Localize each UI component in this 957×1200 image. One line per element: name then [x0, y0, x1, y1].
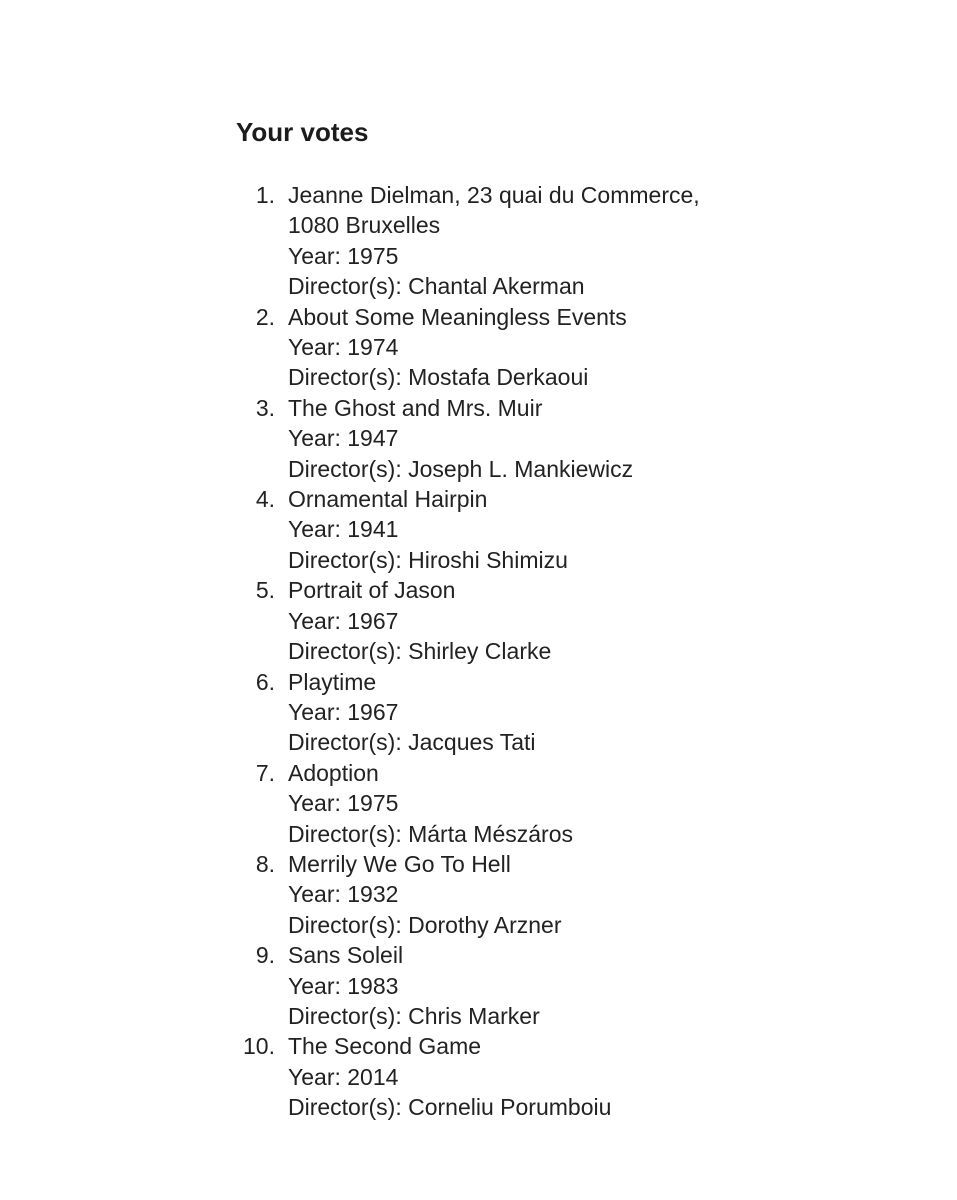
- list-item: [236, 940, 836, 1031]
- list-item: [236, 575, 836, 666]
- film-directors: Director(s): Márta Mészáros: [288, 820, 573, 847]
- film-directors: Director(s): Dorothy Arzner: [288, 911, 562, 938]
- list-item: [236, 302, 836, 393]
- film-directors: Director(s): Corneliu Porumboiu: [288, 1094, 612, 1121]
- film-title: Jeanne Dielman, 23 quai du Commerce, 1080 Bruxelles: [288, 182, 700, 239]
- list-item: [236, 180, 836, 302]
- film-title: Adoption: [288, 759, 379, 786]
- vote-rank: 1.: [255, 182, 275, 208]
- votes-list: [236, 180, 836, 1123]
- film-directors: Director(s): Jacques Tati: [288, 729, 536, 756]
- film-directors: Director(s): Chris Marker: [288, 1002, 540, 1029]
- film-year: Year: 1975: [288, 242, 399, 269]
- vote-rank: 5.: [255, 577, 275, 604]
- film-year: Year: 1983: [288, 972, 399, 999]
- vote-rank: 9.: [255, 942, 275, 969]
- film-year: Year: 1975: [288, 790, 399, 817]
- film-year: Year: 1974: [288, 334, 399, 361]
- list-item: [236, 758, 836, 849]
- list-item: [236, 484, 836, 575]
- list-item: [236, 667, 836, 758]
- film-directors: Director(s): Mostafa Derkaoui: [288, 364, 589, 391]
- film-directors: Director(s): Hiroshi Shimizu: [288, 546, 568, 573]
- film-title: Portrait of Jason: [288, 577, 456, 604]
- vote-rank: 3.: [255, 394, 275, 421]
- vote-rank: 2.: [255, 303, 275, 330]
- film-directors: Director(s): Chantal Akerman: [288, 273, 585, 300]
- film-year: Year: 2014: [288, 1063, 399, 1090]
- film-year: Year: 1932: [288, 881, 399, 908]
- vote-rank: 6.: [255, 668, 275, 695]
- votes-section: [236, 112, 836, 1123]
- list-item: [236, 849, 836, 940]
- vote-rank: 7.: [255, 759, 275, 786]
- page-title: Your votes: [236, 117, 369, 147]
- film-title: Ornamental Hairpin: [288, 486, 488, 513]
- film-title: About Some Meaningless Events: [288, 303, 627, 330]
- film-directors: Director(s): Shirley Clarke: [288, 638, 552, 665]
- film-title: The Second Game: [288, 1033, 482, 1060]
- list-item: [236, 1031, 836, 1122]
- film-year: Year: 1967: [288, 698, 399, 725]
- film-title: Sans Soleil: [288, 942, 404, 969]
- film-title: Playtime: [288, 668, 377, 695]
- film-directors: Director(s): Joseph L. Mankiewicz: [288, 455, 634, 482]
- list-item: [236, 393, 836, 484]
- vote-rank: 8.: [255, 850, 275, 877]
- film-year: Year: 1941: [288, 516, 399, 543]
- film-year: Year: 1947: [288, 425, 399, 452]
- film-title: The Ghost and Mrs. Muir: [288, 394, 543, 421]
- film-year: Year: 1967: [288, 607, 399, 634]
- film-title: Merrily We Go To Hell: [288, 850, 511, 877]
- vote-rank: 10.: [243, 1033, 275, 1060]
- vote-rank: 4.: [255, 486, 275, 513]
